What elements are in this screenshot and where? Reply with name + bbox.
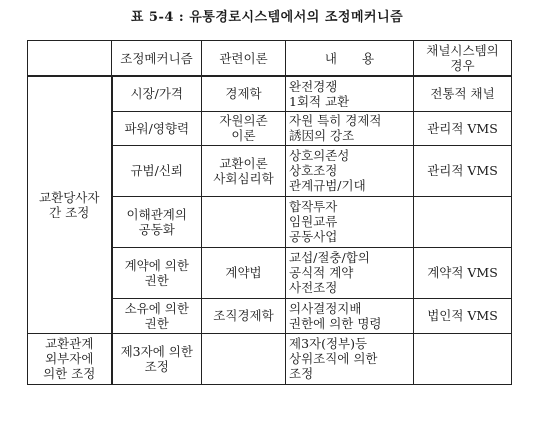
content-cell: 의사결정지배 권한에 의한 명령 bbox=[286, 298, 414, 333]
header-empty-cell bbox=[28, 41, 112, 77]
mechanism-cell: 소유에 의한 권한 bbox=[112, 298, 202, 333]
coordination-mechanism-table bbox=[27, 40, 512, 385]
theory-cell: 교환이론 사회심리학 bbox=[202, 145, 286, 196]
theory-cell bbox=[202, 196, 286, 247]
mechanism-cell: 시장/가격 bbox=[112, 76, 202, 111]
channel-cell bbox=[414, 333, 512, 384]
header-mechanism: 조정메커니즘 bbox=[112, 41, 202, 77]
header-theory: 관련이론 bbox=[202, 41, 286, 77]
channel-cell: 계약적 VMS bbox=[414, 247, 512, 298]
theory-cell: 경제학 bbox=[202, 76, 286, 111]
theory-cell: 계약법 bbox=[202, 247, 286, 298]
group-label: 교환당사자 간 조정 bbox=[28, 76, 112, 333]
content-cell: 완전경쟁 1회적 교환 bbox=[286, 76, 414, 111]
table-row bbox=[28, 333, 512, 384]
table-row bbox=[28, 76, 512, 111]
mechanism-cell: 이해관계의 공동화 bbox=[112, 196, 202, 247]
content-cell: 합작투자 임원교류 공동사업 bbox=[286, 196, 414, 247]
mechanism-cell: 규범/신뢰 bbox=[112, 145, 202, 196]
theory-cell bbox=[202, 333, 286, 384]
channel-cell: 전통적 채널 bbox=[414, 76, 512, 111]
channel-cell bbox=[414, 196, 512, 247]
channel-cell: 관리적 VMS bbox=[414, 145, 512, 196]
channel-cell: 관리적 VMS bbox=[414, 111, 512, 145]
content-cell: 제3자(정부)등 상위조직에 의한 조정 bbox=[286, 333, 414, 384]
content-cell: 자원 특히 경제적 誘因의 강조 bbox=[286, 111, 414, 145]
channel-cell: 법인적 VMS bbox=[414, 298, 512, 333]
header-content: 내 용 bbox=[286, 41, 414, 77]
group-label: 교환관계 외부자에 의한 조정 bbox=[28, 333, 112, 384]
header-channel: 채널시스템의 경우 bbox=[414, 41, 512, 77]
table-caption: 표 5-4 : 유통경로시스템에서의 조정메커니즘 bbox=[130, 10, 404, 25]
content-cell: 교섭/절충/합의 공식적 계약 사전조정 bbox=[286, 247, 414, 298]
theory-cell: 자원의존 이론 bbox=[202, 111, 286, 145]
mechanism-cell: 계약에 의한 권한 bbox=[112, 247, 202, 298]
mechanism-cell: 파워/영향력 bbox=[112, 111, 202, 145]
header-row bbox=[28, 41, 512, 77]
mechanism-cell: 제3자에 의한 조정 bbox=[112, 333, 202, 384]
theory-cell: 조직경제학 bbox=[202, 298, 286, 333]
content-cell: 상호의존성 상호조정 관계규범/기대 bbox=[286, 145, 414, 196]
